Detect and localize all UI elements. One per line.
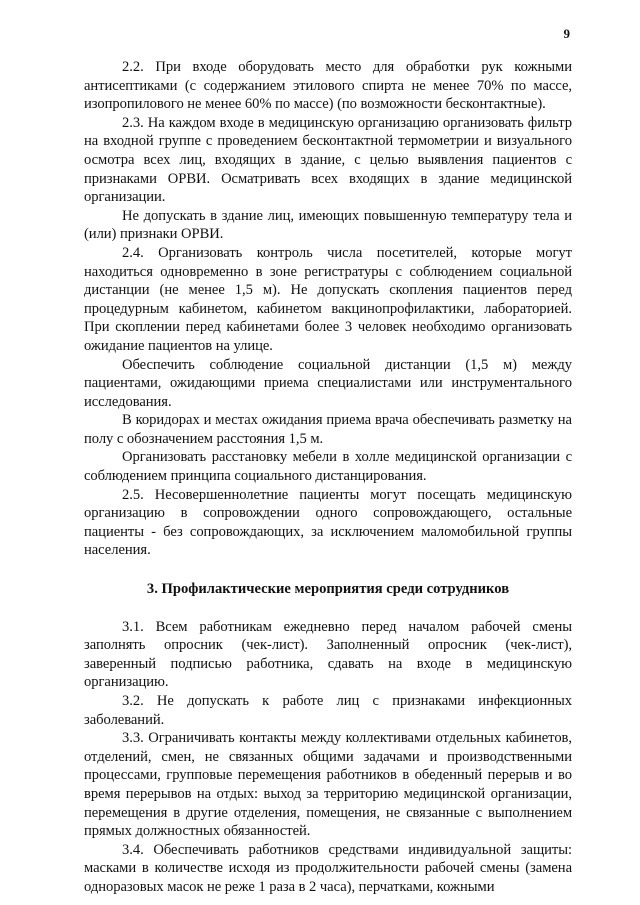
paragraph-3-4: 3.4. Обеспечивать работников средствами индивидуальной защиты: масками в количестве исходя из продолжительности рабочей смены (замена одноразовых масок не реже 1 раза в 2 часа), перчатками, кожными [84,841,572,895]
paragraph-2-4: 2.4. Организовать контроль числа посетителей, которые могут находиться одновременно в зоне регистратуры с соблюдением социальной дистанции (не менее 1,5 м). Не допускать скопления пациентов перед процедурным кабинетом, кабинетом вакцинопрофилактики, лабораторией. При скоплении перед кабинетами более 3 человек необходимо организовать ожидание пациентов на улице. [84,244,572,354]
paragraph-2-4-distance: Обеспечить соблюдение социальной дистанции (1,5 м) между пациентами, ожидающими приема специалистами или инструментального исследования. [84,356,572,410]
paragraph-2-3: 2.3. На каждом входе в медицинскую организацию организовать фильтр на входной группе с проведением бесконтактной термометрии и визуального осмотра всех лиц, входящих в здание, с целью выявления пациентов с признаками ОРВИ. Осматривать всех входящих в здание медицинской организации. [84,114,572,206]
paragraph-2-5: 2.5. Несовершеннолетние пациенты могут посещать медицинскую организацию в сопровождении одного сопровождающего, остальные пациенты - без сопровождающих, за исключением маломобильной группы населения. [84,486,572,559]
paragraph-3-3: 3.3. Ограничивать контакты между коллективами отдельных кабинетов, отделений, смен, не связанных общими задачами и производственными процессами, групповые перемещения работников в обеденный перерыв и во время перерывов на отдых: выход за территорию медицинской организации, перемещения в другие отделения, помещения, не связанные с выполнением прямых должностных обязанностей. [84,730,572,840]
paragraph-3-2: 3.2. Не допускать к работе лиц с признаками инфекционных заболеваний. [84,693,572,728]
paragraph-3-1: 3.1. Всем работникам ежедневно перед началом рабочей смены заполнять опросник (чек-лист). Заполненный опросник (чек-лист), заверенный подписью работника, сдавать на входе в медицинскую организацию. [84,618,572,691]
paragraph-2-3-note: Не допускать в здание лиц, имеющих повышенную температуру тела и (или) признаки ОРВИ. [84,207,572,243]
paragraph-2-2: 2.2. При входе оборудовать место для обработки рук кожными антисептиками (с содержанием этилового спирта не менее 70% по массе, изопропилового не менее 60% по массе) (по возможности бесконтактные). [84,59,572,113]
page-number: 9 [563,26,570,41]
paragraph-2-4-marking: В коридорах и местах ожидания приема врача обеспечивать разметку на полу с обозначением расстояния 1,5 м. [84,412,572,447]
paragraph-2-4-furniture: Организовать расстановку мебели в холле медицинской организации с соблюдением принципа социального дистанцирования. [84,449,572,485]
document-body [84,58,572,897]
section-heading: 3. Профилактические мероприятия среди сотрудников [146,581,510,598]
